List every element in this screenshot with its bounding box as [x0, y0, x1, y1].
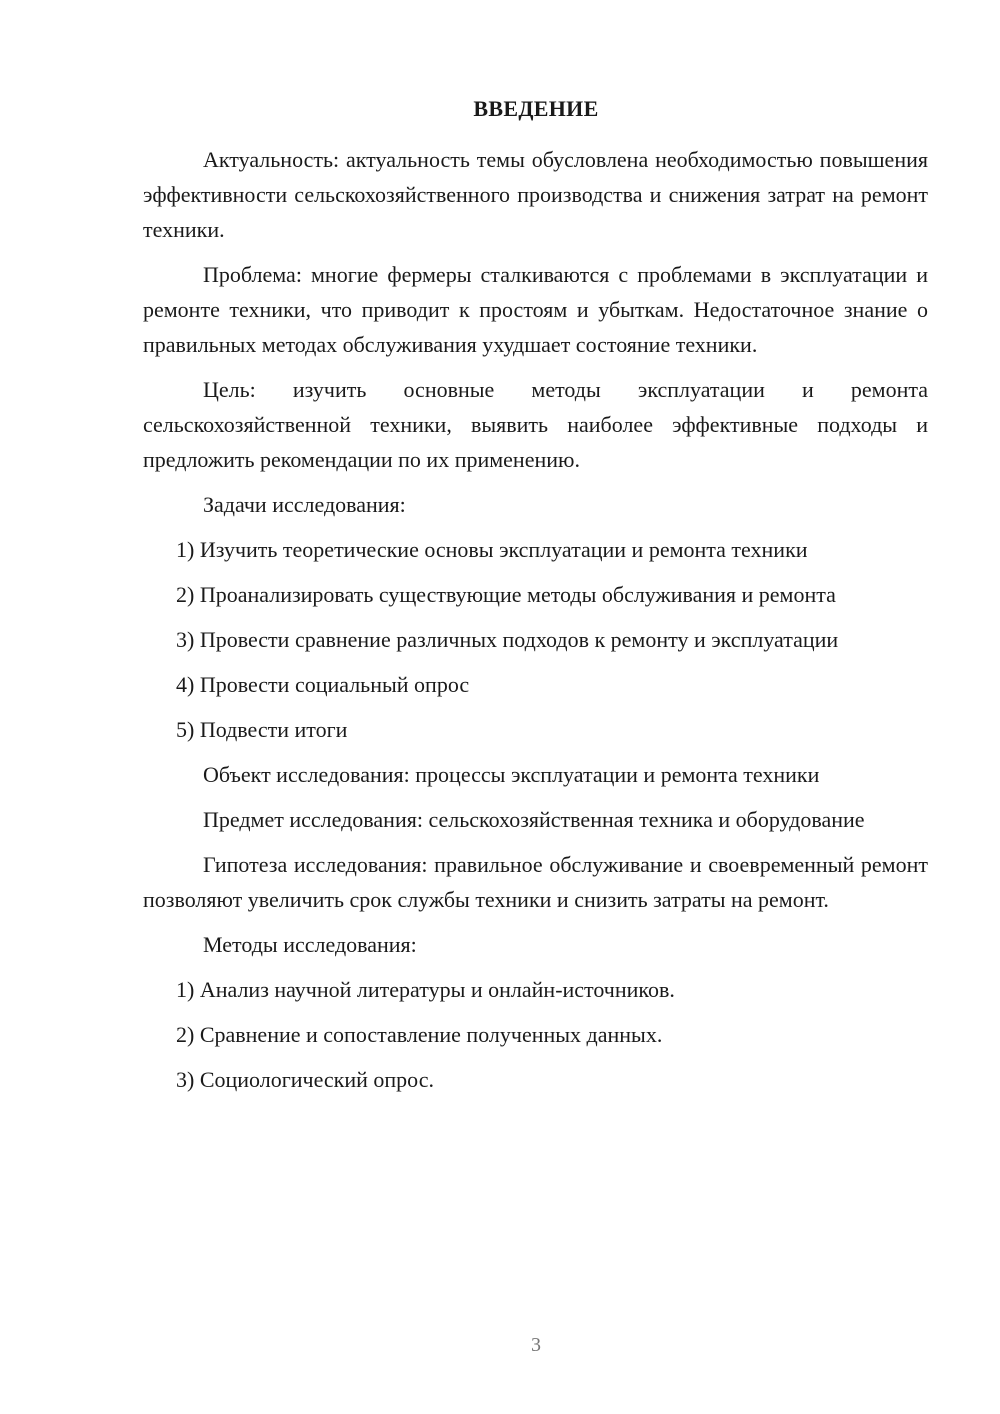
page-number: 3 — [531, 1334, 541, 1356]
list-item: 2) Сравнение и сопоставление полученных данных. — [176, 1022, 663, 1047]
relevance-paragraph: Актуальность: актуальность темы обусловлена необходимостью повышения эффективности сельскохозяйственного производства и снижения затрат на ремонт техники. — [143, 147, 928, 242]
body-text — [143, 142, 928, 1107]
list-item: 1) Изучить теоретические основы эксплуатации и ремонта техники — [176, 537, 808, 562]
methods-label: Методы исследования: — [203, 932, 417, 957]
hypothesis-paragraph: Гипотеза исследования: правильное обслуживание и своевременный ремонт позволяют увеличить срок службы техники и снизить затраты на ремонт. — [143, 852, 928, 912]
list-item: 3) Социологический опрос. — [176, 1067, 434, 1092]
list-item: 5) Подвести итоги — [176, 717, 348, 742]
subject-paragraph: Предмет исследования: сельскохозяйственная техника и оборудование — [203, 807, 865, 832]
tasks-label: Задачи исследования: — [203, 492, 406, 517]
list-item: 3) Провести сравнение различных подходов к ремонту и эксплуатации — [176, 627, 839, 652]
list-item: 1) Анализ научной литературы и онлайн-источников. — [176, 977, 675, 1002]
section-heading: ВВЕДЕНИЕ — [473, 96, 599, 121]
list-item: 2) Проанализировать существующие методы обслуживания и ремонта — [176, 582, 836, 607]
problem-paragraph: Проблема: многие фермеры сталкиваются с проблемами в эксплуатации и ремонте техники, что приводит к простоям и убыткам. Недостаточное знание о правильных методах обслуживания ухудшает состояние техники. — [143, 262, 928, 357]
list-item: 4) Провести социальный опрос — [176, 672, 470, 697]
object-paragraph: Объект исследования: процессы эксплуатации и ремонта техники — [203, 762, 820, 787]
goal-paragraph: Цель: изучить основные методы эксплуатации и ремонта сельскохозяйственной техники, выявить наиболее эффективные подходы и предложить рекомендации по их применению. — [143, 377, 928, 472]
